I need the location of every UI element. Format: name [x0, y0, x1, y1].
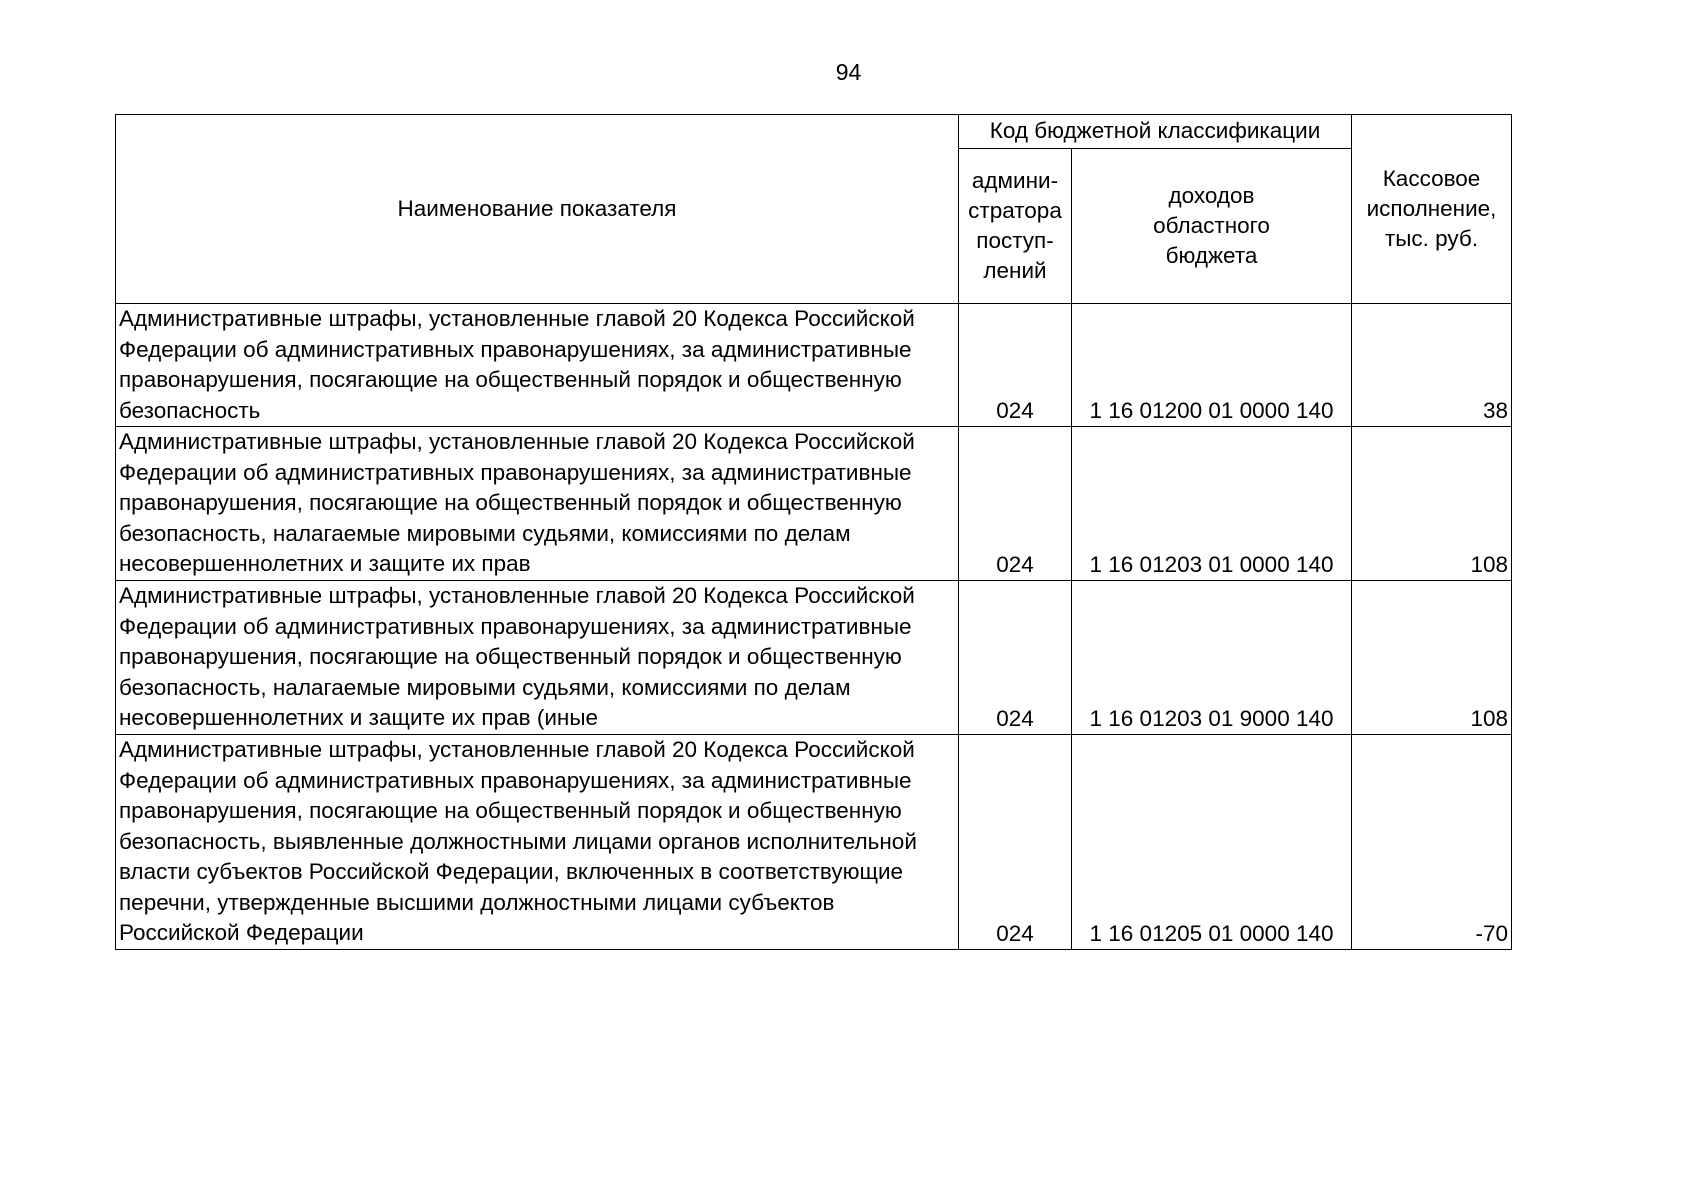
table-row	[116, 304, 1512, 427]
header-budget-classification-code: Код бюджетной классификации	[959, 115, 1352, 149]
page-number: 94	[835, 59, 862, 85]
row-indicator-name: Административные штрафы, установленные главой 20 Кодекса Российской Федерации об административных правонарушениях, за административные правонарушения, посягающие на общественный порядок и общественную безопасность, налагаемые мировыми судьями, комиссиями по делам несовершеннолетних и защите их прав	[116, 427, 959, 581]
table-row	[116, 427, 1512, 581]
budget-revenue-table	[115, 114, 1512, 950]
table-row	[116, 735, 1512, 950]
row-income-code: 1 16 01205 01 0000 140	[1072, 735, 1352, 950]
row-income-code: 1 16 01200 01 0000 140	[1072, 304, 1352, 427]
row-cash-amount: 108	[1352, 427, 1512, 581]
row-income-code: 1 16 01203 01 0000 140	[1072, 427, 1352, 581]
row-cash-amount: 108	[1352, 581, 1512, 735]
row-admin-code: 024	[959, 304, 1072, 427]
row-cash-amount: -70	[1352, 735, 1512, 950]
header-regional-budget-income	[1072, 149, 1352, 304]
row-admin-code: 024	[959, 735, 1072, 950]
table-row	[116, 581, 1512, 735]
header-revenue-administrator-label: админи- стратора поступ- лений	[968, 168, 1062, 283]
header-cash-execution-label: Кассовое исполнение, тыс. руб.	[1366, 166, 1497, 251]
header-revenue-administrator	[959, 149, 1072, 304]
header-cash-execution	[1352, 115, 1512, 304]
header-indicator-name: Наименование показателя	[116, 115, 959, 304]
row-admin-code: 024	[959, 581, 1072, 735]
row-indicator-name: Административные штрафы, установленные главой 20 Кодекса Российской Федерации об административных правонарушениях, за административные правонарушения, посягающие на общественный порядок и общественную безопасность	[116, 304, 959, 427]
row-admin-code: 024	[959, 427, 1072, 581]
table-header-row	[116, 115, 1512, 149]
row-indicator-name: Административные штрафы, установленные главой 20 Кодекса Российской Федерации об административных правонарушениях, за административные правонарушения, посягающие на общественный порядок и общественную безопасность, налагаемые мировыми судьями, комиссиями по делам несовершеннолетних и защите их прав (иные	[116, 581, 959, 735]
header-regional-budget-income-label: доходов областного бюджета	[1153, 183, 1270, 268]
row-cash-amount: 38	[1352, 304, 1512, 427]
row-income-code: 1 16 01203 01 9000 140	[1072, 581, 1352, 735]
row-indicator-name: Административные штрафы, установленные главой 20 Кодекса Российской Федерации об административных правонарушениях, за административные правонарушения, посягающие на общественный порядок и общественную безопасность, выявленные должностными лицами органов исполнительной власти субъектов Российской Федерации, включенных в соответствующие перечни, утвержденные высшими должностными лицами субъектов Российской Федерации	[116, 735, 959, 950]
